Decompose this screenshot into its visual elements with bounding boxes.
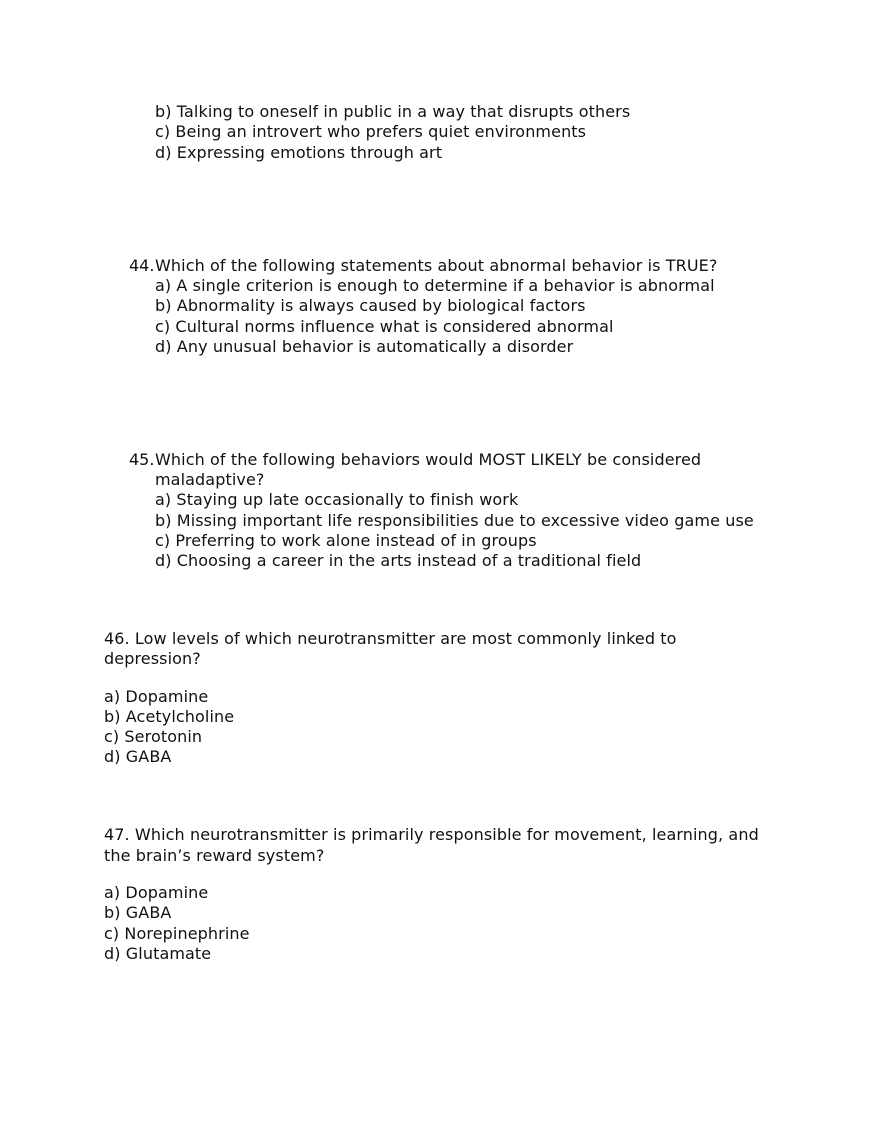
q45-question-line1: Which of the following behaviors would MOST LIKELY be considered <box>155 450 702 469</box>
q45-option-d: d) Choosing a career in the arts instead of a traditional field <box>155 551 642 570</box>
q47-option-b: b) GABA <box>104 903 172 922</box>
q44-option-c: c) Cultural norms influence what is considered abnormal <box>155 317 614 336</box>
q44-option-d: d) Any unusual behavior is automatically a disorder <box>155 337 574 356</box>
q46-option-c: c) Serotonin <box>104 727 203 746</box>
q46-option-b: b) Acetylcholine <box>104 707 235 726</box>
q47-option-a: a) Dopamine <box>104 883 209 902</box>
q45-number: 45. <box>129 450 155 469</box>
q45-option-c: c) Preferring to work alone instead of in groups <box>155 531 537 550</box>
q47-question-line1: 47. Which neurotransmitter is primarily responsible for movement, learning, and <box>104 825 759 844</box>
q46-question-line1: 46. Low levels of which neurotransmitter are most commonly linked to <box>104 629 677 648</box>
q46-question-line2: depression? <box>104 649 201 668</box>
q44-option-b: b) Abnormality is always caused by biological factors <box>155 296 586 315</box>
q45-option-b: b) Missing important life responsibilities due to excessive video game use <box>155 511 754 530</box>
q47-option-c: c) Norepinephrine <box>104 924 250 943</box>
q47-option-d: d) Glutamate <box>104 944 212 963</box>
q43-option-c: c) Being an introvert who prefers quiet environments <box>155 122 587 141</box>
q43-option-b: b) Talking to oneself in public in a way that disrupts others <box>155 102 631 121</box>
q47-question-line2: the brain’s reward system? <box>104 846 325 865</box>
q44-option-a: a) A single criterion is enough to determine if a behavior is abnormal <box>155 276 715 295</box>
q43-option-d: d) Expressing emotions through art <box>155 143 443 162</box>
q44-question: Which of the following statements about abnormal behavior is TRUE? <box>155 256 718 275</box>
q45-option-a: a) Staying up late occasionally to finish work <box>155 490 519 509</box>
q44-number: 44. <box>129 256 155 275</box>
q46-option-d: d) GABA <box>104 747 172 766</box>
q46-option-a: a) Dopamine <box>104 687 209 706</box>
q45-question-line2: maladaptive? <box>155 470 265 489</box>
